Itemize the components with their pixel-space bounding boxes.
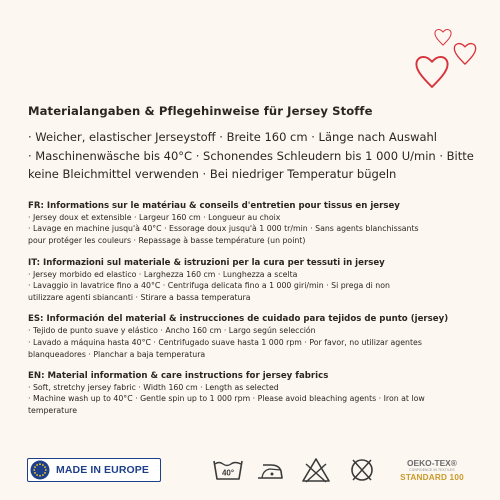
oeko-tex-badge bbox=[396, 458, 468, 490]
section-line: · Lavage en machine jusqu'à 40°C · Essorage doux jusqu'à 1 000 tr/min · Sans agents blanchissants bbox=[28, 224, 419, 234]
section-fr bbox=[28, 200, 478, 247]
no-bleach-icon bbox=[300, 456, 332, 484]
section-line: utilizzare agenti sbiancanti · Stirare a bassa temperatura bbox=[28, 292, 251, 302]
heart-outline-icon bbox=[435, 30, 451, 46]
section-line: temperature bbox=[28, 405, 78, 415]
made-in-europe-label: MADE IN EUROPE bbox=[56, 464, 149, 476]
wash-temp-label: 40° bbox=[221, 468, 235, 478]
section-en bbox=[28, 370, 478, 416]
section-it bbox=[28, 257, 478, 304]
heart-outline-icon bbox=[416, 57, 447, 87]
heart-outline-icon bbox=[454, 44, 475, 65]
no-dry-clean-icon bbox=[346, 456, 378, 484]
main-title: Materialangaben & Pflegehinweise für Jersey Stoffe bbox=[28, 104, 373, 118]
oeko-tex-name: OEKO-TEX® bbox=[407, 458, 457, 468]
main-line: keine Bleichmittel verwenden · Bei niedriger Temperatur bügeln bbox=[28, 167, 397, 182]
section-title: IT: Informazioni sul materiale & istruzioni per la cura per tessuti in jersey bbox=[28, 257, 385, 268]
care-info-content bbox=[28, 104, 478, 426]
section-title: ES: Información del material & instrucciones de cuidado para tejidos de punto (jersey) bbox=[28, 314, 449, 325]
badge-bar bbox=[0, 448, 500, 500]
main-line: · Weicher, elastischer Jerseystoff · Breite 160 cm · Länge nach Auswahl bbox=[28, 130, 438, 144]
wash-40-icon bbox=[212, 456, 244, 484]
section-es bbox=[28, 313, 478, 360]
section-line: pour protéger les couleurs · Repassage à basse température (un point) bbox=[28, 235, 306, 245]
section-title: FR: Informations sur le matériau & conseils d'entretien pour tissus en jersey bbox=[28, 200, 400, 211]
section-line: · Jersey morbido ed elastico · Larghezza 160 cm · Lunghezza a scelta bbox=[28, 269, 298, 279]
main-description bbox=[28, 128, 478, 184]
made-in-europe-badge bbox=[27, 458, 161, 482]
section-line: · Lavado a máquina hasta 40°C · Centrifugado suave hasta 1 000 rpm · Por favor, no utilizar agentes bbox=[28, 337, 422, 347]
section-line: blanqueadores · Planchar a baja temperatura bbox=[28, 349, 206, 359]
oeko-tex-tagline: CONFIDENCE IN TEXTILES bbox=[409, 468, 455, 472]
section-line: · Machine wash up to 40°C · Gentle spin up to 1 000 rpm · Please avoid bleaching agents · Iron at low bbox=[28, 394, 425, 404]
section-title: EN: Material information & care instructions for jersey fabrics bbox=[28, 371, 329, 382]
section-line: · Tejido de punto suave y elástico · Ancho 160 cm · Largo según selección bbox=[28, 326, 316, 336]
main-line: · Maschinenwäsche bis 40°C · Schonendes Schleudern bis 1 000 U/min · Bitte bbox=[28, 148, 474, 163]
oeko-tex-standard: STANDARD 100 bbox=[400, 473, 464, 482]
section-line: · Jersey doux et extensible · Largeur 160 cm · Longueur au choix bbox=[28, 212, 281, 222]
iron-low-icon bbox=[254, 456, 286, 484]
eu-flag-icon bbox=[30, 460, 50, 480]
hearts-decoration bbox=[0, 0, 500, 100]
section-line: · Soft, stretchy jersey fabric · Width 160 cm · Length as selected bbox=[28, 383, 279, 393]
section-line: · Lavaggio in lavatrice fino a 40°C · Centrifuga delicata fino a 1 000 giri/min · Si prega di non bbox=[28, 281, 390, 291]
